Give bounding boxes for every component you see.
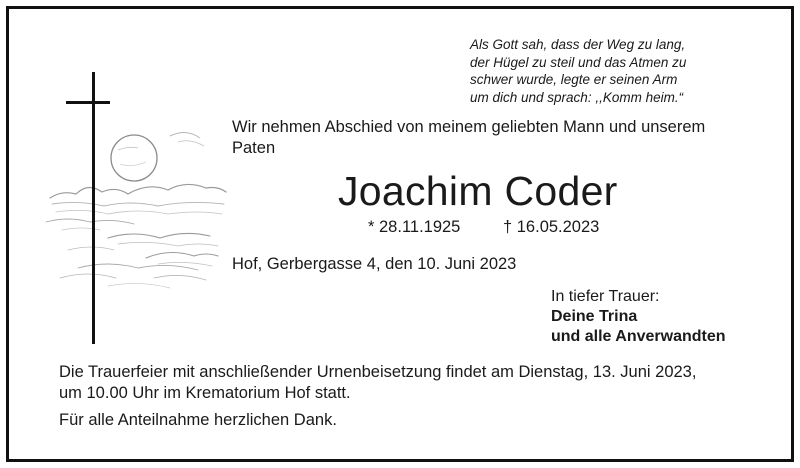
ceremony-notice	[59, 362, 779, 403]
mourner-relatives: und alle Anverwandten	[551, 328, 726, 345]
moon-icon	[111, 135, 157, 181]
cross-landscape-artwork	[38, 72, 228, 352]
mourners-intro: In tiefer Trauer:	[551, 288, 660, 305]
mourner-name: Deine Trina	[551, 308, 638, 325]
ceremony-line: um 10.00 Uhr im Krematorium Hof statt.	[59, 383, 351, 402]
poem-line: schwer wurde, legte er seinen Arm	[470, 72, 678, 87]
place-and-date: Hof, Gerbergasse 4, den 10. Juni 2023	[232, 255, 517, 273]
intro-line: Paten	[232, 139, 276, 157]
farewell-intro	[232, 117, 772, 159]
cross-icon	[66, 72, 110, 344]
landscape-sketch-icon	[46, 184, 226, 288]
deceased-name: Joachim Coder	[338, 168, 618, 214]
poem-line: der Hügel zu steil und das Atmen zu	[470, 54, 687, 70]
ceremony-line: Die Trauerfeier mit anschließender Urnenbeisetzung findet am Dienstag, 13. Juni 2023,	[59, 363, 697, 381]
poem-line: um dich und sprach: ,,Komm heim.“	[470, 89, 684, 105]
intro-line: Wir nehmen Abschied von meinem geliebten Mann und unserem	[232, 118, 706, 136]
mourners-block	[551, 287, 726, 347]
death-date: † 16.05.2023	[503, 218, 600, 236]
thanks-note: Für alle Anteilnahme herzlichen Dank.	[59, 411, 337, 429]
poem-quote	[470, 36, 750, 106]
birth-date: * 28.11.1925	[368, 218, 461, 236]
poem-line: Als Gott sah, dass der Weg zu lang,	[470, 37, 686, 52]
